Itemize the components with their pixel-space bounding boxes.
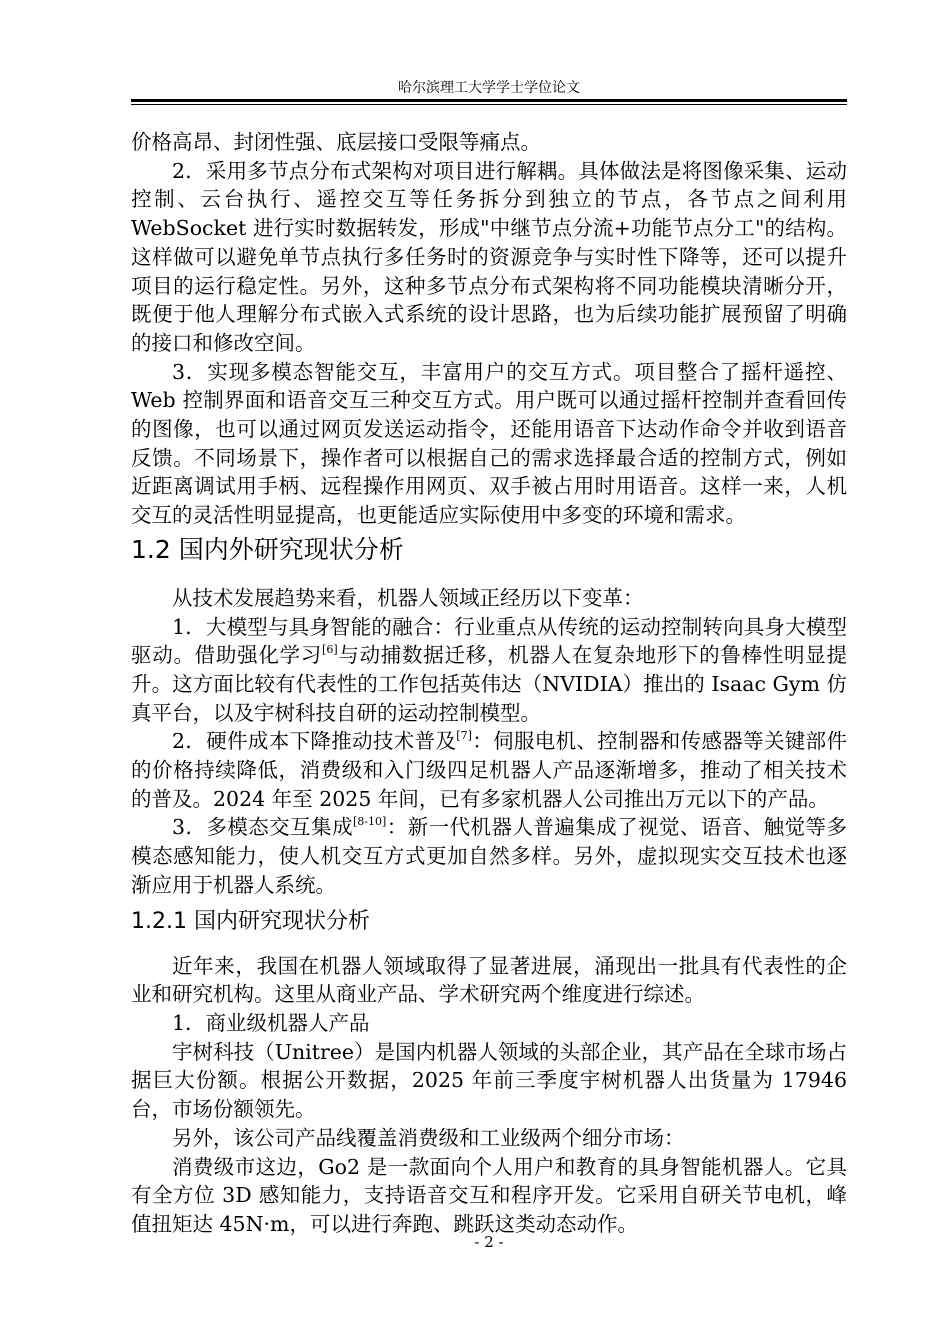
trend-item-2 — [131, 727, 847, 813]
trend-item-3-text-a: 3．多模态交互集成 — [172, 815, 354, 840]
trend-item-2-text-a: 2．硬件成本下降推动技术普及 — [172, 729, 457, 754]
trend-item-3-text-b: ：新一代机器人普遍集成了视觉、语音、触觉等多模态感知能力，使人机交互方式更加自然多样。另外，虚拟现实交互技术也逐渐应用于机器人系统。 — [131, 815, 848, 897]
domestic-paragraph-4: 另外，该公司产品线覆盖消费级和工业级两个细分市场： — [172, 1125, 685, 1150]
domestic-paragraph-5: 消费级市这边，Go2 是一款面向个人用户和教育的具身智能机器人。它具有全方位 3D 感知能力，支持语音交互和程序开发。它采用自研关节电机，峰值扭矩达 45N·m，可以进行奔跑、跳跃这类动态动作。 — [131, 1154, 847, 1236]
trend-item-2-text-b: ：伺服电机、控制器和传感器等关键部件的价格持续降低，消费级和入门级四足机器人产品逐渐增多，推动了相关技术的普及。2024 年至 2025 年间，已有多家机器人公司推出万元以下的产品。 — [131, 729, 847, 811]
domestic-paragraph-3: 宇树科技（Unitree）是国内机器人领域的头部企业，其产品在全球市场占据巨大份额。根据公开数据，2025 年前三季度宇树机器人出货量为 17946 台，市场份额领先。 — [131, 1039, 847, 1122]
paragraph-item-3: 3．实现多模态智能交互，丰富用户的交互方式。项目整合了摇杆遥控、Web 控制界面和语音交互三种交互方式。用户既可以通过摇杆控制并查看回传的图像，也可以通过网页发送运动指令，还能用语音下达动作命令并收到语音反馈。不同场景下，操作者可以根据自己的需求选择最合适的控制方式，例如近距离调试用手柄、远程操作用网页、双手被占用时用语音。这样一来，人机交互的灵活性明显提高，也更能适应实际使用中多变的环境和需求。 — [131, 359, 847, 528]
domestic-paragraph-2: 1．商业级机器人产品 — [172, 1010, 370, 1035]
trend-item-1 — [131, 613, 847, 728]
trend-item-3 — [131, 813, 847, 899]
paragraph-continued: 价格高昂、封闭性强、底层接口受限等痛点。 — [131, 130, 541, 154]
trend-item-1-text-b: 与动捕数据迁移，机器人在复杂地形下的鲁棒性明显提升。这方面比较有代表性的工作包括英伟达（NVIDIA）推出的 Isaac Gym 仿真平台，以及宇树科技自研的运动控制模型。 — [131, 643, 848, 725]
section-heading-1-2: 1.2 国内外研究现状分析 — [131, 534, 404, 564]
domestic-paragraph-1: 近年来，我国在机器人领域取得了显著进展，涌现出一批具有代表性的企业和研究机构。这里从商业产品、学术研究两个维度进行综述。 — [131, 953, 847, 1007]
page-body — [131, 128, 847, 1239]
paragraph-item-2: 2．采用多节点分布式架构对项目进行解耦。具体做法是将图像采集、运动控制、云台执行、遥控交互等任务拆分到独立的节点，各节点之间利用 WebSocket 进行实时数据转发，形成"中继节点分流+功能节点分工"的结构。这样做可以避免单节点执行多任务时的资源竞争与实时性下降等，还可以提升项目的运行稳定性。另外，这种多节点分布式架构将不同功能模块清晰分开，既便于他人理解分布式嵌入式系统的设计思路，也为后续功能扩展预留了明确的接口和修改空间。 — [131, 158, 847, 355]
trend-item-1-text-a: 1．大模型与具身智能的融合：行业重点从传统的运动控制转向具身大模型驱动。借助强化学习 — [131, 614, 847, 668]
header-rule-thin — [131, 104, 847, 105]
running-header: 哈尔滨理工大学学士学位论文 — [398, 80, 580, 96]
header-rule-thick — [131, 99, 847, 102]
citation-6: [6] — [322, 643, 338, 657]
section-intro: 从技术发展趋势来看，机器人领域正经历以下变革： — [172, 585, 644, 610]
section-heading-1-2-1: 1.2.1 国内研究现状分析 — [131, 908, 370, 934]
page-number: - 2 - — [474, 1233, 504, 1251]
citation-7: [7] — [456, 729, 472, 743]
citation-8-10: [8-10] — [353, 815, 387, 829]
